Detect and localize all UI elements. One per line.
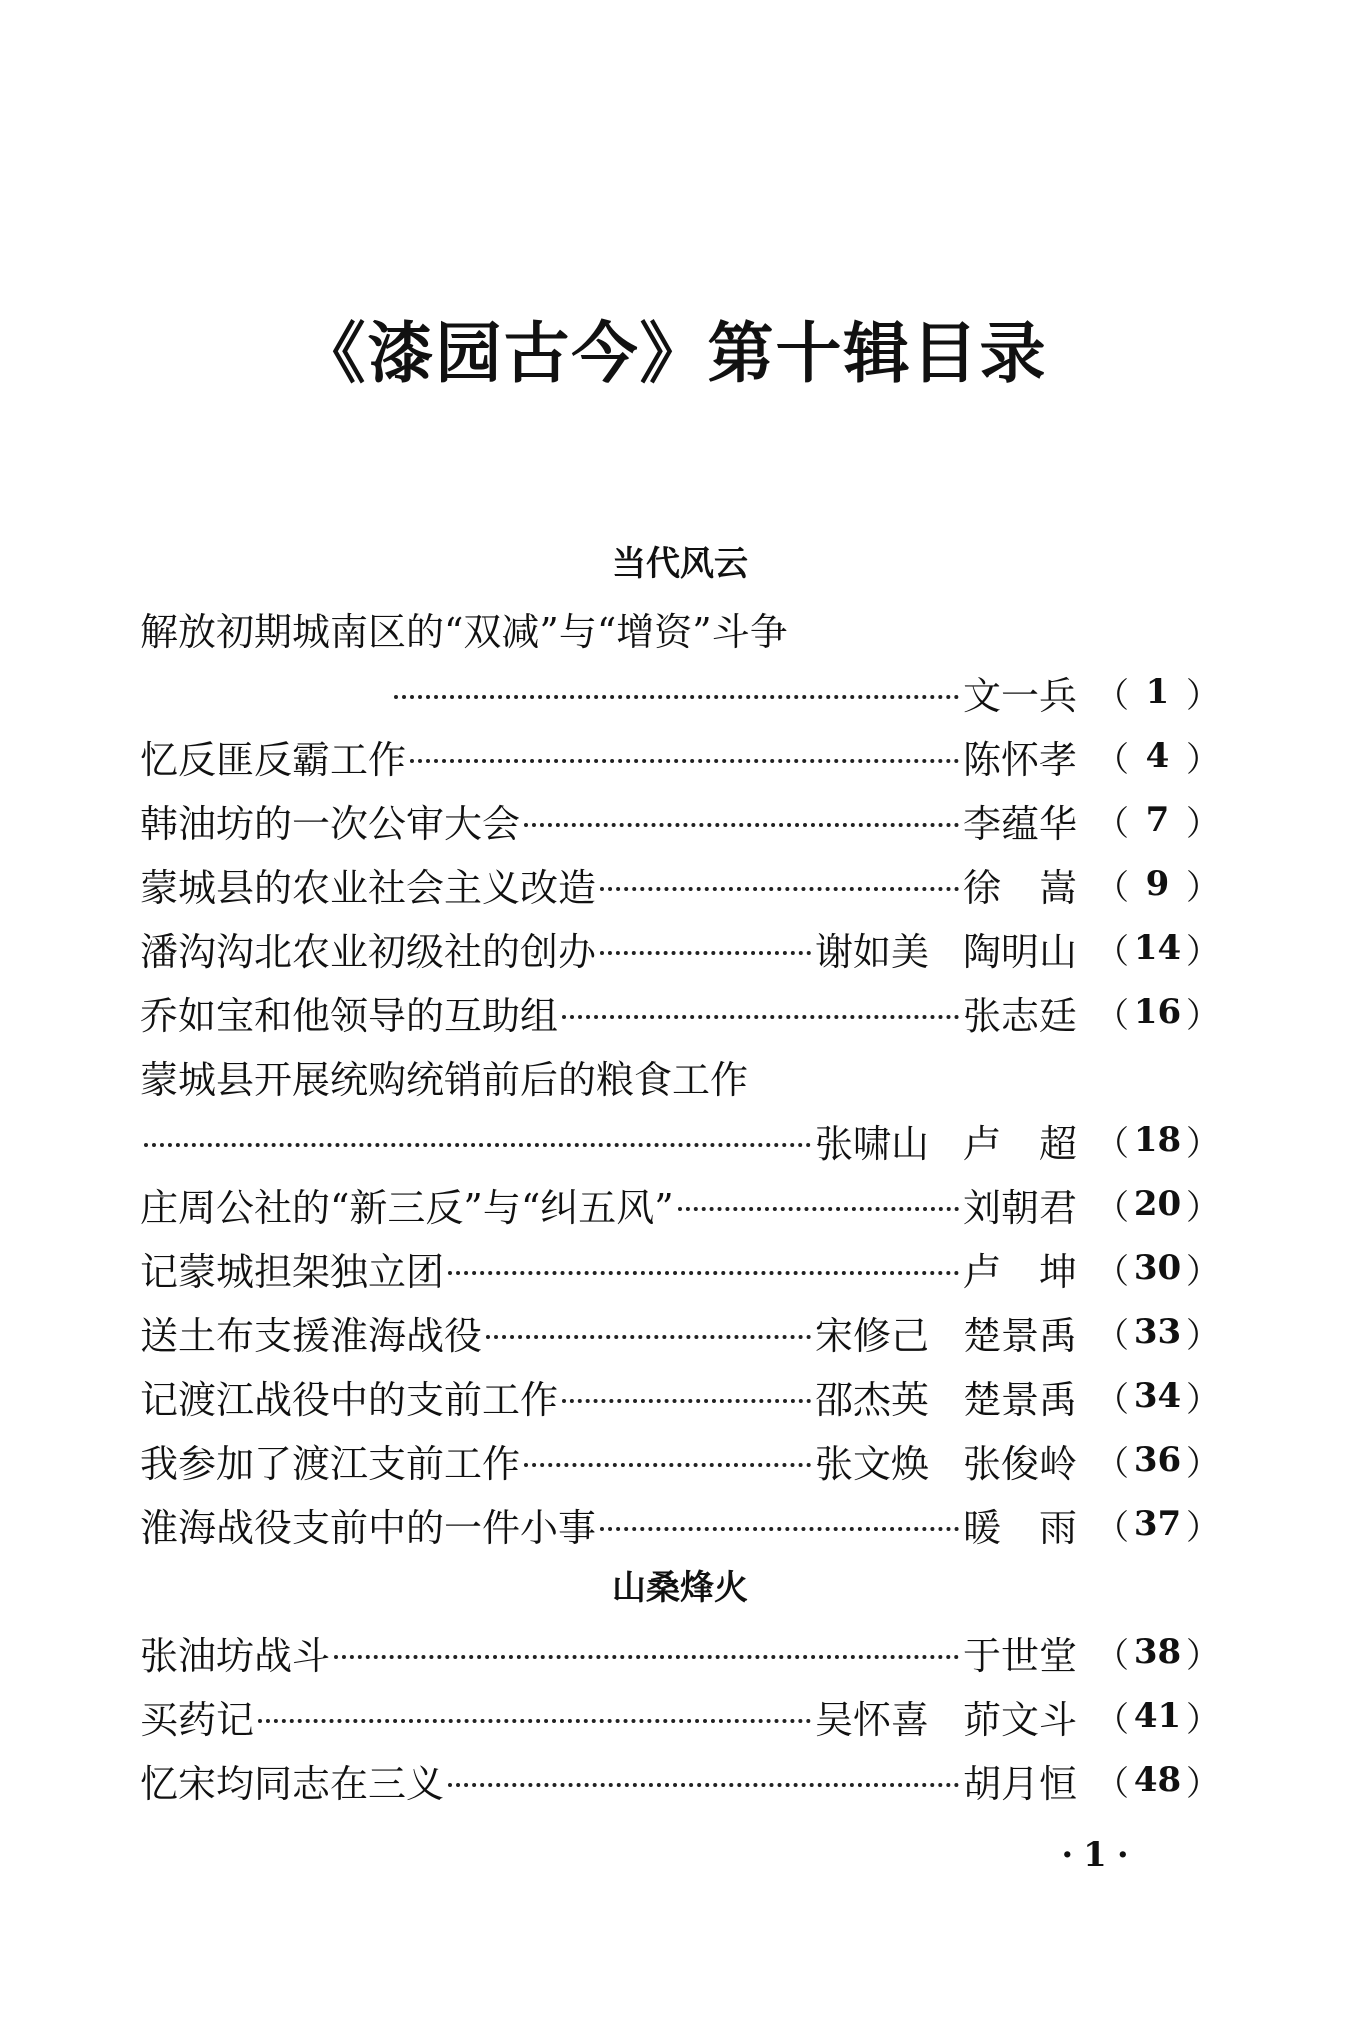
entry-authors xyxy=(815,921,1077,976)
toc-entry[interactable] xyxy=(140,788,1220,852)
entry-authors xyxy=(815,1689,1077,1744)
entry-title: 记渡江战役中的支前工作 xyxy=(140,1377,559,1422)
author-name: 徐 嵩 xyxy=(962,865,1077,910)
paren-open: （ xyxy=(1095,1187,1129,1228)
toc-entry[interactable] xyxy=(140,852,1220,916)
entry-page-number: 16 xyxy=(1133,992,1182,1032)
paren-close: ） xyxy=(1186,1763,1220,1804)
entry-page-number: 30 xyxy=(1133,1248,1182,1288)
paren-close: ） xyxy=(1186,739,1220,780)
entry-line xyxy=(140,1684,1220,1748)
author-name: 卢 超 xyxy=(962,1121,1077,1166)
paren-close: ） xyxy=(1186,1507,1220,1548)
paren-open: （ xyxy=(1095,1635,1129,1676)
entry-title: 蒙城县的农业社会主义改造 xyxy=(140,865,597,910)
paren-close: ） xyxy=(1186,1699,1220,1740)
author-name: 卢 坤 xyxy=(962,1249,1077,1294)
toc-entry[interactable] xyxy=(140,1044,1220,1172)
paren-open: （ xyxy=(1095,1699,1129,1740)
entry-page-number: 34 xyxy=(1133,1376,1182,1416)
page-title: 《漆园古今》第十辑目录 xyxy=(299,314,1048,392)
entry-line xyxy=(140,1364,1220,1428)
paren-open: （ xyxy=(1095,995,1129,1036)
paren-close: ） xyxy=(1186,1635,1220,1676)
toc-entry[interactable] xyxy=(140,1428,1220,1492)
entry-authors xyxy=(963,1625,1077,1680)
page-reference xyxy=(1095,668,1220,717)
entry-line xyxy=(140,1428,1220,1492)
author-name: 胡月恒 xyxy=(962,1761,1077,1806)
entry-line xyxy=(140,916,1220,980)
page-reference xyxy=(1095,1180,1220,1229)
dot-leader xyxy=(410,759,959,763)
dot-leader xyxy=(258,1719,811,1723)
entry-title: 忆反匪反霸工作 xyxy=(140,737,407,782)
page-reference xyxy=(1095,1692,1220,1741)
author-name: 暖 雨 xyxy=(962,1505,1077,1550)
entry-page-number: 36 xyxy=(1133,1440,1182,1480)
entry-authors xyxy=(963,857,1077,912)
dot-leader xyxy=(394,695,959,699)
toc-entry[interactable] xyxy=(140,1172,1220,1236)
dot-leader xyxy=(448,1271,959,1275)
paren-open: （ xyxy=(1095,867,1129,908)
author-name: 楚景禹 xyxy=(962,1313,1077,1358)
author-name: 张俊岭 xyxy=(962,1441,1077,1486)
toc-entry[interactable] xyxy=(140,1364,1220,1428)
entry-authors xyxy=(963,729,1077,784)
entry-authors xyxy=(963,985,1077,1040)
page-reference xyxy=(1095,860,1220,909)
paren-open: （ xyxy=(1095,803,1129,844)
entry-page-number: 37 xyxy=(1133,1504,1182,1544)
dot-leader xyxy=(334,1655,959,1659)
page-reference xyxy=(1095,1116,1220,1165)
table-of-contents xyxy=(140,532,1220,1812)
entry-title: 记蒙城担架独立团 xyxy=(140,1249,445,1294)
page-reference xyxy=(1095,1244,1220,1293)
entry-title: 庄周公社的“新三反”与“纠五风” xyxy=(140,1185,674,1230)
entry-page-number: 48 xyxy=(1133,1760,1182,1800)
paren-close: ） xyxy=(1186,931,1220,972)
entry-line xyxy=(140,1620,1220,1684)
section-heading: 当代风云 xyxy=(612,544,748,584)
paren-open: （ xyxy=(1095,1315,1129,1356)
entry-page-number: 7 xyxy=(1145,800,1170,840)
paren-close: ） xyxy=(1186,675,1220,716)
entry-authors xyxy=(963,1241,1077,1296)
entry-line xyxy=(140,980,1220,1044)
entry-page-number: 20 xyxy=(1133,1184,1182,1224)
toc-entry[interactable] xyxy=(140,1684,1220,1748)
page-reference xyxy=(1095,988,1220,1037)
toc-entry[interactable] xyxy=(140,1620,1220,1684)
author-name: 张文焕 xyxy=(814,1441,929,1486)
author-name: 谢如美 xyxy=(814,929,929,974)
toc-entry[interactable] xyxy=(140,1748,1220,1812)
entry-line xyxy=(140,852,1220,916)
entry-page-number: 1 xyxy=(1145,672,1170,712)
paren-close: ） xyxy=(1186,995,1220,1036)
entry-line xyxy=(140,1300,1220,1364)
toc-entry[interactable] xyxy=(140,1236,1220,1300)
entry-line xyxy=(140,1748,1220,1812)
dot-leader xyxy=(486,1335,811,1339)
entry-line xyxy=(140,1492,1220,1556)
entry-title: 淮海战役支前中的一件小事 xyxy=(140,1505,597,1550)
paren-open: （ xyxy=(1095,1443,1129,1484)
dot-leader xyxy=(448,1783,959,1787)
entry-continuation-line xyxy=(140,660,1220,724)
author-name: 于世堂 xyxy=(962,1633,1077,1678)
entry-line xyxy=(140,1236,1220,1300)
page-reference xyxy=(1095,1628,1220,1677)
entry-page-number: 33 xyxy=(1133,1312,1182,1352)
author-name: 张志廷 xyxy=(962,993,1077,1038)
dot-leader xyxy=(524,1463,811,1467)
author-name: 楚景禹 xyxy=(962,1377,1077,1422)
entry-continuation-line xyxy=(140,1108,1220,1172)
dot-leader xyxy=(562,1015,959,1019)
paren-close: ） xyxy=(1186,1187,1220,1228)
page-reference xyxy=(1095,732,1220,781)
entry-authors xyxy=(963,1177,1077,1232)
entry-line xyxy=(140,788,1220,852)
entry-title: 潘沟沟北农业初级社的创办 xyxy=(140,929,597,974)
author-name: 刘朝君 xyxy=(962,1185,1077,1230)
page-reference xyxy=(1095,1372,1220,1421)
entry-page-number: 41 xyxy=(1133,1696,1182,1736)
entry-authors xyxy=(815,1369,1077,1424)
author-name: 张啸山 xyxy=(814,1121,929,1166)
paren-open: （ xyxy=(1095,675,1129,716)
author-name: 文一兵 xyxy=(962,673,1077,718)
entry-authors xyxy=(963,793,1077,848)
entry-title: 解放初期城南区的“双减”与“增资”斗争 xyxy=(140,609,788,654)
dot-leader xyxy=(600,887,959,891)
page-reference xyxy=(1095,1756,1220,1805)
dot-leader xyxy=(144,1143,811,1147)
dot-leader xyxy=(524,823,959,827)
page-reference xyxy=(1095,1500,1220,1549)
toc-entry[interactable] xyxy=(140,916,1220,980)
page-reference xyxy=(1095,1436,1220,1485)
paren-close: ） xyxy=(1186,1315,1220,1356)
entry-page-number: 38 xyxy=(1133,1632,1182,1672)
entry-title: 乔如宝和他领导的互助组 xyxy=(140,993,559,1038)
entry-authors xyxy=(815,1113,1077,1168)
page-reference xyxy=(1095,1308,1220,1357)
dot-leader xyxy=(600,1527,959,1531)
author-name: 邵杰英 xyxy=(814,1377,929,1422)
entry-title-line xyxy=(140,596,1220,660)
paren-close: ） xyxy=(1186,1251,1220,1292)
paren-open: （ xyxy=(1095,1251,1129,1292)
toc-entry[interactable] xyxy=(140,596,1220,724)
paren-open: （ xyxy=(1095,1763,1129,1804)
paren-open: （ xyxy=(1095,1507,1129,1548)
dot-leader xyxy=(562,1399,811,1403)
author-name: 茆文斗 xyxy=(962,1697,1077,1742)
page-reference xyxy=(1095,796,1220,845)
paren-close: ） xyxy=(1186,1123,1220,1164)
toc-entry[interactable] xyxy=(140,980,1220,1044)
dot-leader xyxy=(678,1207,959,1211)
author-name: 陈怀孝 xyxy=(962,737,1077,782)
dot-leader xyxy=(600,951,811,955)
author-name: 宋修己 xyxy=(814,1313,929,1358)
entry-title: 张油坊战斗 xyxy=(140,1633,331,1678)
page-reference xyxy=(1095,924,1220,973)
section-heading: 山桑烽火 xyxy=(612,1568,748,1608)
entry-title: 我参加了渡江支前工作 xyxy=(140,1441,521,1486)
paren-open: （ xyxy=(1095,739,1129,780)
page-number: ·1· xyxy=(1061,1835,1139,1875)
toc-entry[interactable] xyxy=(140,1492,1220,1556)
entry-title: 买药记 xyxy=(140,1697,255,1742)
paren-close: ） xyxy=(1186,1443,1220,1484)
entry-page-number: 14 xyxy=(1133,928,1182,968)
paren-open: （ xyxy=(1095,1123,1129,1164)
author-name: 吴怀喜 xyxy=(814,1697,929,1742)
entry-title: 蒙城县开展统购统销前后的粮食工作 xyxy=(140,1057,749,1102)
author-name: 李蕴华 xyxy=(962,801,1077,846)
entry-title: 忆宋均同志在三义 xyxy=(140,1761,445,1806)
paren-open: （ xyxy=(1095,931,1129,972)
paren-close: ） xyxy=(1186,803,1220,844)
entry-page-number: 18 xyxy=(1133,1120,1182,1160)
entry-title: 韩油坊的一次公审大会 xyxy=(140,801,521,846)
author-name: 陶明山 xyxy=(962,929,1077,974)
entry-authors xyxy=(963,665,1077,720)
toc-entry[interactable] xyxy=(140,1300,1220,1364)
paren-close: ） xyxy=(1186,1379,1220,1420)
entry-authors xyxy=(815,1433,1077,1488)
entry-authors xyxy=(963,1753,1077,1808)
entry-title: 送土布支援淮海战役 xyxy=(140,1313,483,1358)
entry-page-number: 9 xyxy=(1145,864,1170,904)
entry-authors xyxy=(963,1497,1077,1552)
entry-line xyxy=(140,724,1220,788)
toc-entry[interactable] xyxy=(140,724,1220,788)
entry-title-line xyxy=(140,1044,1220,1108)
entry-authors xyxy=(815,1305,1077,1360)
entry-line xyxy=(140,1172,1220,1236)
paren-open: （ xyxy=(1095,1379,1129,1420)
paren-close: ） xyxy=(1186,867,1220,908)
entry-page-number: 4 xyxy=(1145,736,1170,776)
